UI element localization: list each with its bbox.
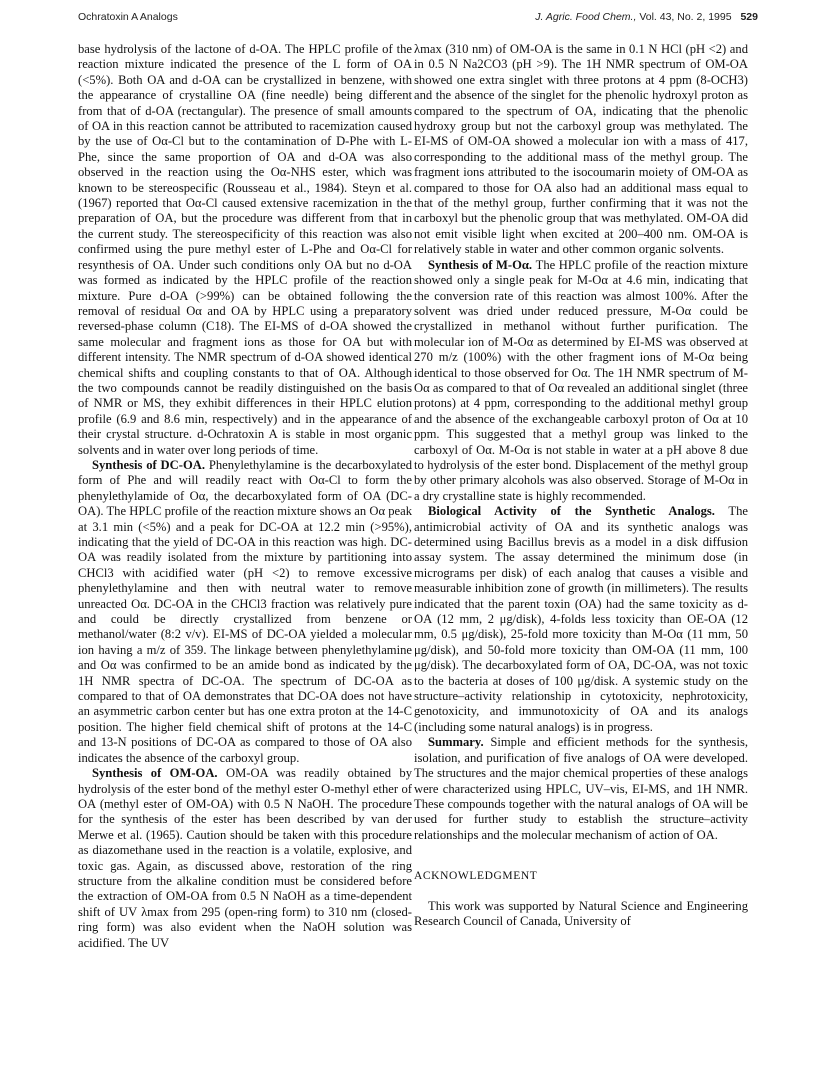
right-column <box>414 42 748 929</box>
section-text: Phenylethylamine is the decarboxylated form of Phe and will readily react with Oα-Cl to form the phenylethylamide of Oα, the decarboxylated form of OA (DC-OA). The HPLC profile of the reaction mixture shows an Oα peak at 3.1 min (<5%) and a peak for DC-OA at 12.2 min (>95%), indicating that the yield of DC-OA in this reaction was high. DC-OA was readily isolated from the mixture by partitioning into CHCl3 with acidified water (pH <2) to remove excessive phenylethylamine and then with neutral water to remove unreacted Oα. DC-OA in the CHCl3 fraction was relatively pure and could be directly crystallized from benzene or methanol/water (8:2 v/v). EI-MS of DC-OA yielded a molecular ion having a m/z of 359. The linkage between phenylethylamine and Oα was confirmed to be an amide bond as indicated by the 1H NMR spectra of DC-OA. The spectrum of DC-OA as compared to that of OA demonstrates that DC-OA does not have an asymmetric carbon center but has one extra proton at the 14-C position. The higher field chemical shift of protons at the 14-C and 13-N positions of DC-OA as compared to those of OA also indicates the absence of the carboxyl group. <box>78 457 412 765</box>
running-header-left: Ochratoxin A Analogs <box>78 11 178 23</box>
section-heading: Synthesis of DC-OA. <box>92 457 205 472</box>
section-text: The antimicrobial activity of OA and its synthetic analogs was determined using Bacillus brevis as a model in a disk diffusion assay system. The assay determined the minimum dose (in micrograms per disk) of each analog that causes a visible and measurable inhibition zone of growth (in millimeters). The results indicated that the parent toxin (OA) had the same toxicity as d-OA (12 mm, 2 μg/disk), 4-folds less toxicity than OE-OA (12 mm, 0.5 μg/disk), 25-fold more toxicity than M-Oα (11 mm, 50 μg/disk), and 50-fold more toxicity than OM-OA (11 mm, 100 μg/disk). The decarboxylated form of OA, DC-OA, was not toxic to the bacteria at doses of 100 μg/disk. A systemic study on the structure–activity relationship in cytotoxicity, nephrotoxicity, genotoxicity, and immunotoxicity of OA and its analogs (including some natural analogs) is in progress. <box>414 504 748 734</box>
section-heading: Synthesis of OM-OA. <box>92 766 218 781</box>
section-heading: Summary. <box>428 735 484 750</box>
acknowledgment-heading: ACKNOWLEDGMENT <box>414 870 538 883</box>
acknowledgment-text: This work was supported by Natural Science and Engineering Research Council of Canada, University of <box>414 898 748 928</box>
section-text: Simple and efficient methods for the synthesis, isolation, and purification of five analogs of OA were developed. The structures and the major chemical properties of these analogs were characterized using HPLC, UV–vis, EI-MS, and 1H NMR. These compounds together with the natural analogs of OA will be used for further study to establish the structure–activity relationships and the molecular mechanism of action of OA. <box>414 735 748 842</box>
left-column <box>78 42 412 951</box>
running-header-right <box>535 11 758 23</box>
section-paragraph <box>414 735 748 843</box>
section-heading: Synthesis of M-Oα. <box>428 257 533 272</box>
paragraph: λmax (310 nm) of OM-OA is the same in 0.1 N HCl (pH <2) and in 0.5 N Na2CO3 (pH >9). The 1H NMR spectrum of OM-OA showed one extra singlet with three protons at 4 ppm (8-OCH3) and the absence of the singlet for the phenolic hydroxyl proton as compared to the spectrum of OA, indicating that the phenolic hydroxy group but not the carboxyl group was methylated. The EI-MS of OM-OA showed a molecular ion with a mass of 417, corresponding to the additional mass of the methyl group. The fragment ions attributed to the isocoumarin moiety of OM-OA as compared to those for OA also had an additional mass equal to that of the methyl group, further confirming that it was not the carboxyl but the phenolic group that was methylated. OM-OA did not emit visible light when excited at 200–400 nm. OM-OA is relatively stable in water and other common organic solvents. <box>414 42 748 257</box>
journal-name: J. Agric. Food Chem., <box>535 11 637 23</box>
page-number: 529 <box>740 11 758 23</box>
paragraph: base hydrolysis of the lactone of d-OA. The HPLC profile of the reaction mixture indicated the presence of the L form of OA (<5%). Both OA and d-OA can be crystallized in benzene, with the appearance of crystalline OA (fine needle) being different from that of d-OA (rectangular). The presence of small amounts of OA in this reaction cannot be attributed to racemization caused by the use of Oα-Cl but to the contamination of D-Phe with L-Phe, since the same proportion of OA and d-OA was also observed in the reaction using the Oα-NHS ester, which was known to be stereospecific (Rousseau et al., 1984). Steyn et al. (1967) reported that Oα-Cl caused extensive racemization in the preparation of OA, but the procedure was different from that in the current study. The stereospecificity of this reaction was also confirmed using the pure methyl ester of L-Phe and Oα-Cl for resynthesis of OA. Under such conditions only OA but no d-OA was formed as indicated by the HPLC profile of the reaction mixture. Pure d-OA (>99%) can be obtained following the removal of residual Oα and OA by HPLC using a preparatory reversed-phase column (C18). The EI-MS of d-OA showed the same molecular and fragment ions as those for OA but with different intensity. The NMR spectrum of d-OA showed identical chemical shifts and coupling constants to that of OA. Although the two compounds cannot be readily distinguished on the basis of NMR or MS, they exhibit differences in their HPLC elution profile (6.9 and 8.6 min, respectively) and in the appearance of their crystal structure. d-Ochratoxin A is stable in most organic solvents and in water over long periods of time. <box>78 42 412 457</box>
section-paragraph <box>78 458 412 766</box>
section-heading: Biological Activity of the Synthetic Analogs. <box>428 504 715 519</box>
section-paragraph <box>78 766 412 951</box>
section-text: OM-OA was readily obtained by hydrolysis of the ester bond of the methyl ester O-methyl ether of OA (methyl ester of OM-OA) with 0.5 N NaOH. The procedure for the synthesis of the ester has been described by van der Merwe et al. (1965). Caution should be taken with this procedure as diazomethane used in the reaction is a volatile, explosive, and toxic gas. Again, as discussed above, restoration of the ring structure from the alkaline condition must be considered before the extraction of OM-OA from 0.5 N NaOH as a time-dependent shift of UV λmax from 295 (open-ring form) to 310 nm (closed-ring form) was also evident when the NaOH solution was acidified. The UV <box>78 766 412 950</box>
journal-volume: Vol. 43, No. 2, 1995 <box>639 11 732 23</box>
section-paragraph <box>414 258 748 505</box>
section-text: The HPLC profile of the reaction mixture showed only a single peak for M-Oα at 4.6 min, indicating that the conversion rate of this reaction was almost 100%. After the solvent was dried under reduced pressure, M-Oα could be crystallized in methanol without further purification. The molecular ion of M-Oα as determined by EI-MS was observed at 270 m/z (100%) with the other fragment ions of M-Oα being identical to those observed for Oα. The 1H NMR spectrum of M-Oα as compared to that of Oα revealed an additional singlet (three protons) at 4 ppm, corresponding to the additional methyl group and the absence of the exchangeable carboxyl proton of Oα at 10 ppm. This suggested that a methyl group was linked to the carboxyl of Oα. M-Oα is not stable in water at a pH above 8 due to hydrolysis of the ester bond. Displacement of the methyl group by other primary alcohols was also observed. Storage of M-Oα in a dry crystalline state is highly recommended. <box>414 257 748 503</box>
section-paragraph <box>414 504 748 735</box>
